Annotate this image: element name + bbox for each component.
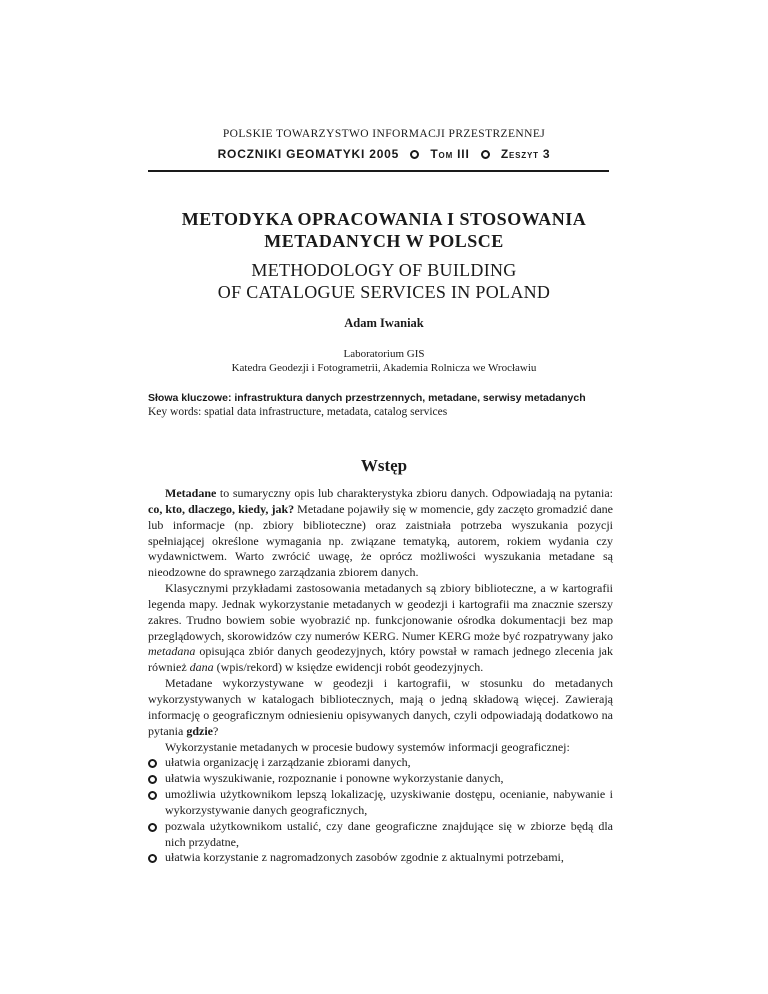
circle-bullet-icon — [410, 150, 419, 159]
list-item: ułatwia wyszukiwanie, rozpoznanie i ponowne wykorzystanie danych, — [148, 771, 613, 787]
title-polish-line-2: METADANYCH W POLSCE — [264, 231, 504, 251]
circle-bullet-icon — [148, 791, 157, 800]
keywords — [148, 391, 618, 419]
title-english-line-2: OF CATALOGUE SERVICES IN POLAND — [217, 282, 551, 302]
header-rule — [148, 170, 609, 172]
affiliation — [0, 347, 768, 375]
list-item: ułatwia korzystanie z nagromadzonych zasobów zgodnie z aktualnymi potrzebami, — [148, 850, 613, 866]
title-english — [0, 259, 768, 303]
title-polish-line-1: METODYKA OPRACOWANIA I STOSOWANIA — [181, 209, 587, 229]
title-english-line-1: METHODOLOGY OF BUILDING — [251, 260, 517, 280]
volume: Tom III — [430, 147, 470, 161]
section-title: Wstęp — [360, 456, 408, 475]
list-item: ułatwia organizację i zarządzanie zbiorami danych, — [148, 755, 613, 771]
circle-bullet-icon — [481, 150, 490, 159]
keywords-polish: Słowa kluczowe: infrastruktura danych przestrzennych, metadane, serwisy metadanych — [148, 392, 586, 404]
affiliation-lab: Laboratorium GIS — [343, 348, 425, 360]
issue: Zeszyt 3 — [500, 147, 551, 161]
bullet-list — [148, 755, 613, 866]
list-item: umożliwia użytkownikom lepszą lokalizację, uzyskiwanie dostępu, ocenianie, nabywanie i wykorzystywanie danych geograficznych, — [148, 787, 613, 819]
circle-bullet-icon — [148, 854, 157, 863]
circle-bullet-icon — [148, 759, 157, 768]
circle-bullet-icon — [148, 823, 157, 832]
paragraph: Wykorzystanie metadanych w procesie budowy systemów informacji geograficznej: — [165, 739, 570, 754]
paragraph: Metadane wykorzystywane w geodezji i kartografii, w stosunku do metadanych wykorzystywanych w katalogach bibliotecznych, mają o jedną składową więcej. Zawierają informację o geograficznym odniesieniu opisywanych danych, czyli odpowiadają dodatkowo na pytania gdzie? — [148, 676, 613, 738]
journal-name: ROCZNIKI GEOMATYKI 2005 — [217, 147, 400, 161]
circle-bullet-icon — [148, 775, 157, 784]
affiliation-department: Katedra Geodezji i Fotogrametrii, Akademia Rolnicza we Wrocławiu — [231, 362, 537, 374]
title-polish — [0, 208, 768, 252]
society-name: POLSKIE TOWARZYSTWO INFORMACJI PRZESTRZENNEJ — [222, 128, 546, 140]
journal-header — [0, 147, 768, 161]
author: Adam Iwaniak — [344, 316, 424, 330]
paragraph: Metadane to sumaryczny opis lub charakterystyka zbioru danych. Odpowiadają na pytania: co, kto, dlaczego, kiedy, jak? Metadane pojawiły się w momencie, gdy zaczęto gromadzić dane lub informacje (np. zbiory biblioteczne) oraz zaistniała potrzeba wyszukania pozycji spełniającej określone wymagania np. związane tematyką, autorem, rokiem wydania czy wydawnictwem. Warto zwrócić uwagę, że oprócz możliwości wyszukania metadane są nieodzowne do sprawnego zarządzania zbiorem danych. — [148, 486, 613, 580]
list-item: pozwala użytkownikom ustalić, czy dane geograficzne znajdujące się w zbiorze będą dla nich przydatne, — [148, 819, 613, 851]
body-text — [148, 486, 613, 866]
keywords-english: Key words: spatial data infrastructure, metadata, catalog services — [148, 406, 448, 418]
paragraph: Klasycznymi przykładami zastosowania metadanych są zbiory biblioteczne, a w kartografii legenda mapy. Jednak wykorzystanie metadanych w geodezji i kartografii ma znacznie szerszy zakres. Trudno bowiem sobie wyobrazić np. funkcjonowanie ośrodka dokumentacji bez map przeglądowych, skorowidzów czy numerów KERG. Numer KERG może być rozpatrywany jako metadana opisująca zbiór danych geodezyjnych, który powstał w ramach jednego zlecenia jak również dana (wpis/rekord) w księdze ewidencji robót geodezyjnych. — [148, 581, 613, 675]
